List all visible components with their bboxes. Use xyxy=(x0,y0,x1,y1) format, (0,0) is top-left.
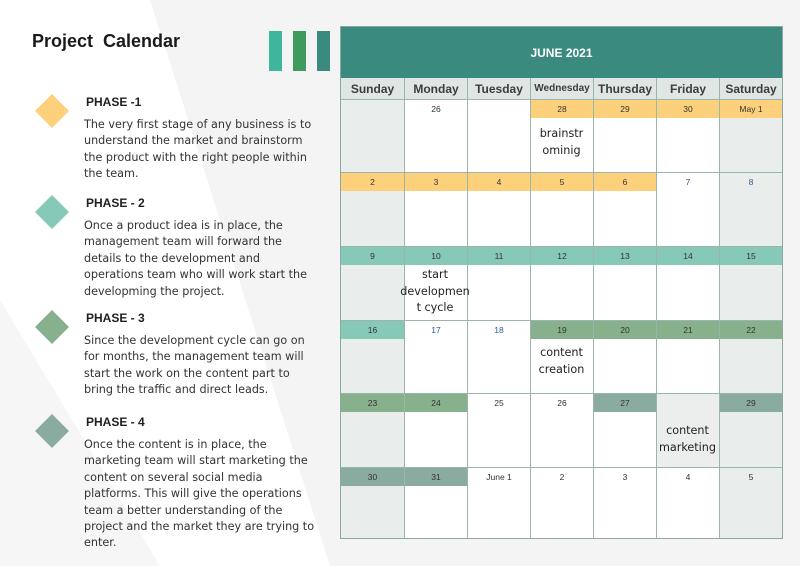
day-number: 18 xyxy=(494,325,504,335)
day-cell[interactable] xyxy=(593,467,656,538)
day-number: 30 xyxy=(657,100,719,118)
day-number xyxy=(341,100,404,118)
day-cell[interactable] xyxy=(593,246,656,320)
day-number: 28 xyxy=(531,100,593,118)
day-cell[interactable] xyxy=(656,172,719,246)
day-number: 3 xyxy=(405,173,467,191)
day-number: 14 xyxy=(657,247,719,265)
day-number: 29 xyxy=(720,394,782,412)
day-number: 22 xyxy=(720,321,782,339)
day-number: 25 xyxy=(494,398,504,408)
phase-title: PHASE -1 xyxy=(86,95,142,109)
day-cell[interactable] xyxy=(593,99,656,172)
day-cell[interactable] xyxy=(593,172,656,246)
day-cell[interactable] xyxy=(467,467,530,538)
day-cell[interactable] xyxy=(656,467,719,538)
weekday-tuesday: Tuesday xyxy=(467,78,530,99)
day-cell[interactable] xyxy=(530,172,593,246)
day-number: 4 xyxy=(468,173,530,191)
day-number: June 1 xyxy=(486,472,512,482)
day-number xyxy=(468,100,530,118)
day-number: 8 xyxy=(748,177,754,187)
phase-description: The very first stage of any business is to understand the market and brainstorm the product with the right people within the team. xyxy=(84,118,312,181)
day-number: 6 xyxy=(594,173,656,191)
phase-title: PHASE - 4 xyxy=(86,415,145,429)
weekday-monday: Monday xyxy=(404,78,467,99)
day-cell[interactable] xyxy=(404,172,467,246)
weekday-saturday: Saturday xyxy=(719,78,782,99)
day-number: 16 xyxy=(341,321,404,339)
day-cell[interactable] xyxy=(719,172,782,246)
weekday-wednesday: Wednesday xyxy=(530,78,593,99)
day-cell[interactable] xyxy=(656,320,719,393)
page-title: Project Calendar xyxy=(32,31,181,51)
day-number: May 1 xyxy=(720,100,782,118)
day-cell[interactable] xyxy=(656,99,719,172)
day-cell[interactable] xyxy=(719,320,782,393)
decorative-stripe xyxy=(269,31,282,71)
day-cell[interactable] xyxy=(593,320,656,393)
day-number: 3 xyxy=(622,472,628,482)
day-number: 9 xyxy=(341,247,404,265)
day-number: 10 xyxy=(405,247,467,265)
calendar-event[interactable]: content marketing xyxy=(658,424,716,454)
day-cell[interactable] xyxy=(656,246,719,320)
calendar-event[interactable]: start developmen t cycle xyxy=(400,268,470,314)
day-number: 7 xyxy=(685,177,691,187)
day-number: 17 xyxy=(431,325,441,335)
day-number: 20 xyxy=(594,321,656,339)
day-number: 27 xyxy=(594,394,656,412)
day-number: 26 xyxy=(431,104,441,114)
day-cell[interactable] xyxy=(341,320,404,393)
day-cell[interactable] xyxy=(593,393,656,467)
day-number: 21 xyxy=(657,321,719,339)
day-cell[interactable] xyxy=(341,467,404,538)
day-cell[interactable] xyxy=(530,467,593,538)
calendar xyxy=(340,26,783,539)
day-cell[interactable] xyxy=(719,246,782,320)
day-cell[interactable] xyxy=(467,393,530,467)
day-number: 30 xyxy=(341,468,404,486)
weekday-thursday: Thursday xyxy=(593,78,656,99)
day-cell[interactable] xyxy=(341,99,404,172)
day-number: 24 xyxy=(405,394,467,412)
day-cell[interactable] xyxy=(341,172,404,246)
day-number: 5 xyxy=(531,173,593,191)
day-cell[interactable] xyxy=(719,467,782,538)
decorative-stripe xyxy=(293,31,306,71)
day-number: 2 xyxy=(559,472,565,482)
day-number: 4 xyxy=(685,472,691,482)
weekday-sunday: Sunday xyxy=(341,78,404,99)
calendar-event[interactable]: content creation xyxy=(538,346,585,376)
weekday-friday: Friday xyxy=(656,78,719,99)
day-number xyxy=(657,394,719,412)
day-number: 19 xyxy=(531,321,593,339)
decorative-stripe xyxy=(317,31,330,71)
day-cell[interactable] xyxy=(467,246,530,320)
day-number: 11 xyxy=(468,247,530,265)
calendar-event[interactable]: brainstr ominig xyxy=(539,127,584,157)
day-number: 23 xyxy=(341,394,404,412)
day-cell[interactable] xyxy=(404,320,467,393)
day-number: 2 xyxy=(341,173,404,191)
day-number: 5 xyxy=(748,472,754,482)
day-number: 15 xyxy=(720,247,782,265)
day-number: 13 xyxy=(594,247,656,265)
day-cell[interactable] xyxy=(404,99,467,172)
day-number: 26 xyxy=(557,398,567,408)
day-cell[interactable] xyxy=(341,393,404,467)
day-cell[interactable] xyxy=(404,467,467,538)
day-number: 31 xyxy=(405,468,467,486)
day-cell[interactable] xyxy=(467,99,530,172)
phase-description: Once the content is in place, the marketing team will start marketing the content on several social media platforms. This will give the operations team a better understanding of the project and the market they are trying to enter. xyxy=(84,438,315,550)
phase-title: PHASE - 3 xyxy=(86,311,145,325)
day-cell[interactable] xyxy=(467,172,530,246)
day-number: 29 xyxy=(594,100,656,118)
calendar-month-header: JUNE 2021 xyxy=(341,27,782,78)
phase-description: Since the development cycle can go on for months, the management team will start the work on the content part to bring the traffic and direct leads. xyxy=(84,334,305,397)
day-cell[interactable] xyxy=(404,393,467,467)
day-number: 12 xyxy=(531,247,593,265)
phase-title: PHASE - 2 xyxy=(86,196,145,210)
day-cell[interactable] xyxy=(530,246,593,320)
day-cell[interactable] xyxy=(530,393,593,467)
phase-description: Once a product idea is in place, the management team will forward the details to the development and operations team who will work start the developming the project. xyxy=(84,219,307,298)
day-cell[interactable] xyxy=(719,99,782,172)
day-cell[interactable] xyxy=(467,320,530,393)
day-cell[interactable] xyxy=(719,393,782,467)
